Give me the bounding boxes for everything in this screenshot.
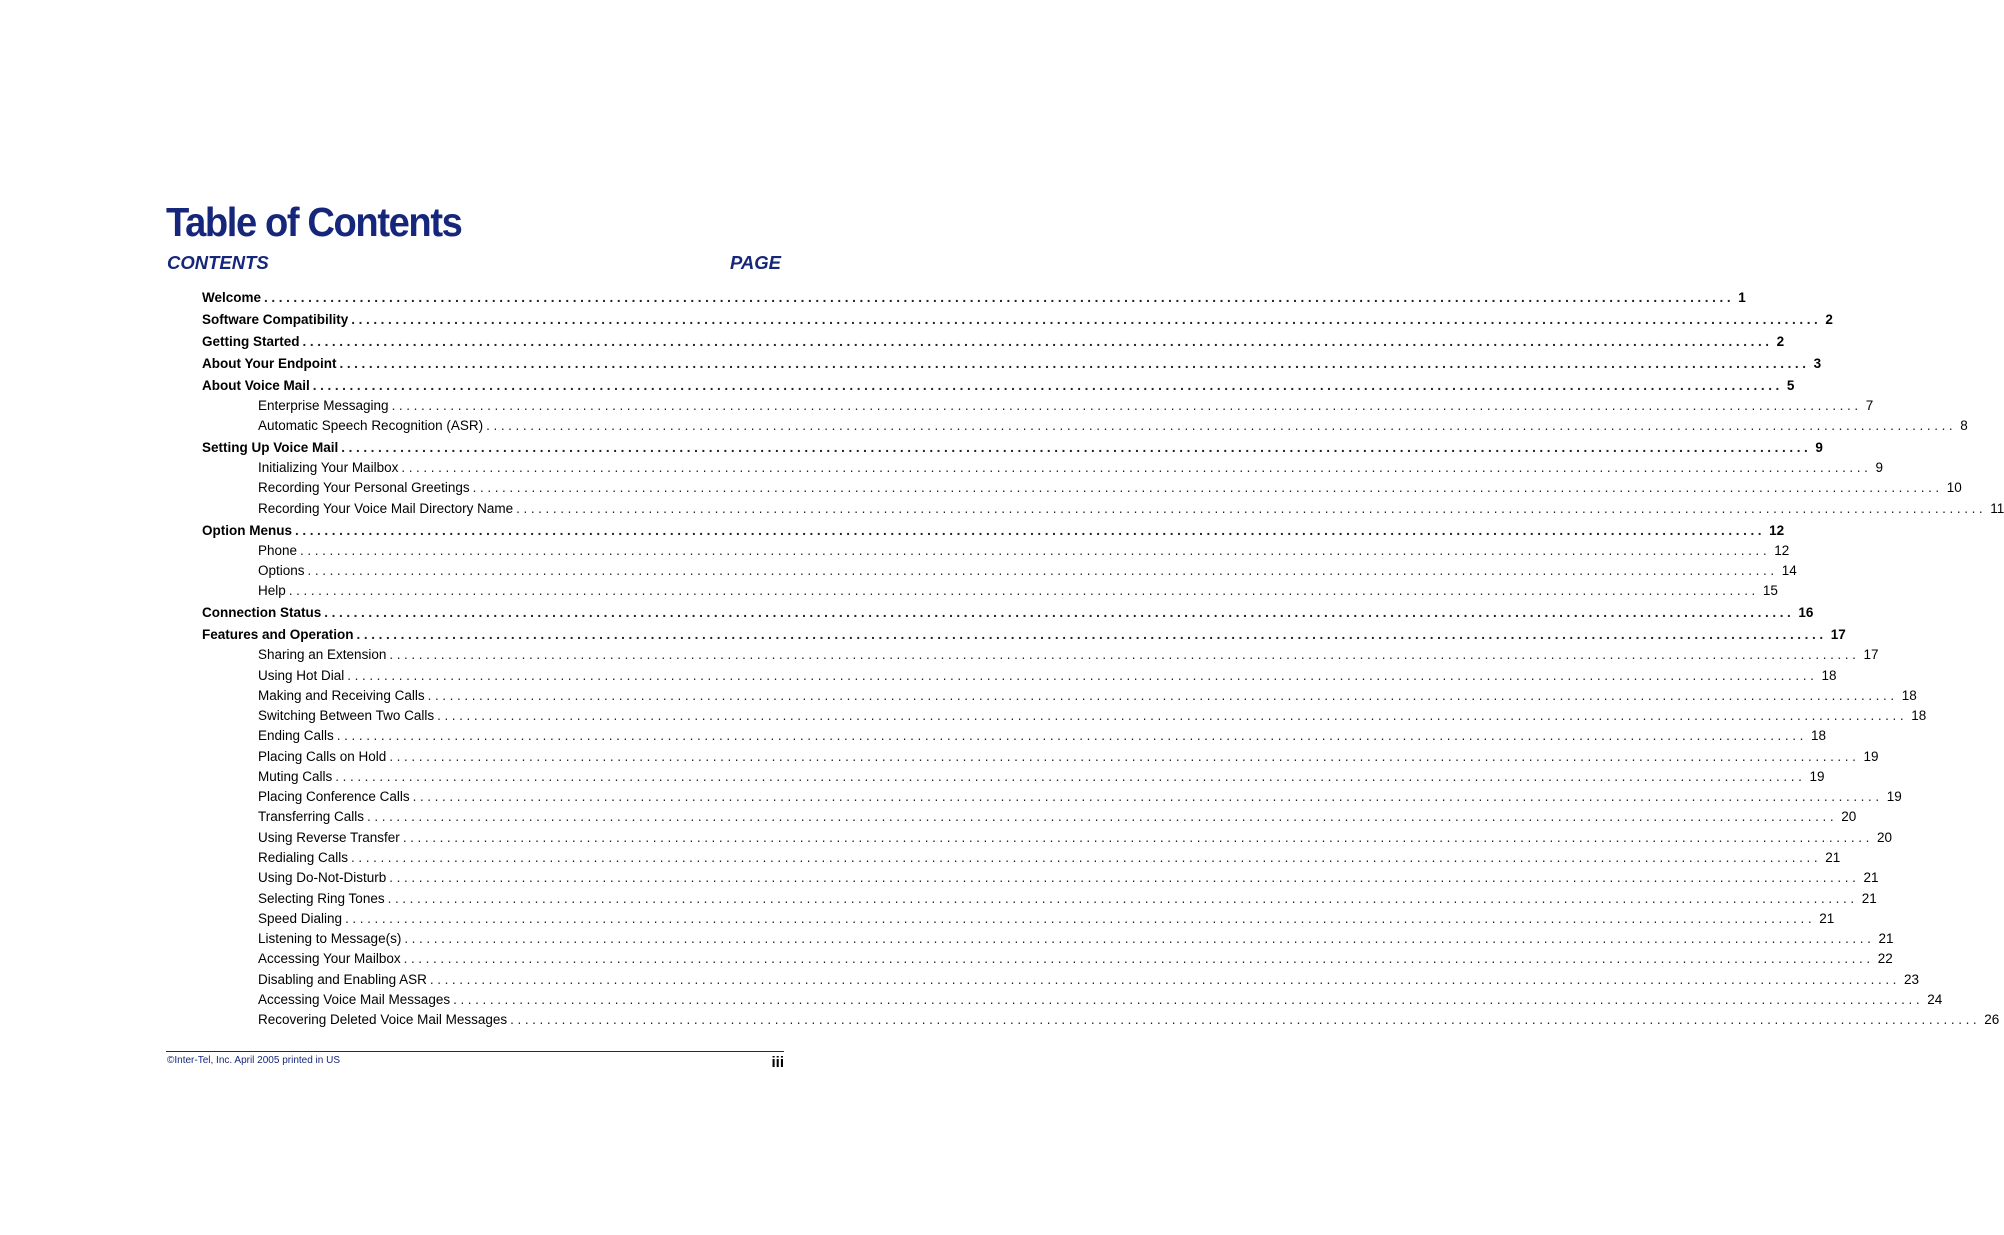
toc-entry-page-number: 23 [1904, 972, 1920, 987]
toc-entry-page-number: 7 [1865, 398, 1874, 413]
dot-leader: ........................................................................................................................................................................................................ [403, 951, 1874, 966]
dot-leader: ........................................................................................................................................................................................................ [341, 440, 1812, 455]
dot-leader: ........................................................................................................................................................................................................ [312, 378, 1783, 393]
toc-entry-title: Getting Started [202, 334, 300, 349]
dot-leader: ........................................................................................................................................................................................................ [412, 789, 1883, 804]
toc-subsection-entry[interactable] [258, 687, 1917, 704]
dot-leader: ........................................................................................................................................................................................................ [404, 931, 1875, 946]
toc-subsection-entry[interactable] [258, 808, 1857, 825]
toc-entry-title: Using Reverse Transfer [258, 830, 400, 845]
toc-entry-page-number: 8 [1960, 418, 1968, 433]
toc-entry-page-number: 22 [1877, 951, 1893, 966]
dot-leader: ........................................................................................................................................................................................................ [295, 523, 1766, 538]
page-title: Table of Contents [166, 199, 462, 245]
toc-entry-page-number: 21 [1819, 911, 1835, 926]
toc-subsection-entry[interactable] [258, 788, 1902, 805]
toc-entry-title: Recording Your Voice Mail Directory Name [258, 501, 514, 516]
toc-subsection-entry[interactable] [258, 971, 1920, 988]
dot-leader: ........................................................................................................................................................................................................ [347, 668, 1818, 683]
dot-leader: ........................................................................................................................................................................................................ [387, 891, 1858, 906]
toc-entry-page-number: 24 [1927, 992, 1943, 1007]
toc-subsection-entry[interactable] [258, 667, 1837, 684]
toc-entry-page-number: 18 [1821, 668, 1837, 683]
toc-entry-page-number: 17 [1863, 647, 1879, 662]
dot-leader: ........................................................................................................................................................................................................ [391, 398, 1862, 413]
dot-leader: ........................................................................................................................................................................................................ [472, 480, 1943, 495]
toc-entry-page-number: 20 [1876, 830, 1892, 845]
toc-subsection-entry[interactable] [258, 890, 1877, 907]
toc-entry-page-number: 19 [1809, 769, 1825, 784]
toc-entry-title: Accessing Voice Mail Messages [258, 992, 451, 1007]
toc-entry-title: Making and Receiving Calls [258, 688, 425, 703]
toc-entry-page-number: 10 [1946, 480, 1962, 495]
toc-entry-title: Placing Calls on Hold [258, 749, 387, 764]
toc-subsection-entry[interactable] [258, 829, 1892, 846]
toc-subsection-entry[interactable] [258, 768, 1825, 785]
dot-leader: ........................................................................................................................................................................................................ [401, 460, 1872, 475]
toc-section-entry[interactable] [202, 289, 1746, 306]
toc-entry-title: Enterprise Messaging [258, 398, 389, 413]
toc-entry-page-number: 5 [1786, 378, 1795, 393]
dot-leader: ........................................................................................................................................................................................................ [429, 972, 1901, 987]
toc-entry-page-number: 15 [1762, 583, 1778, 598]
toc-entry-page-number: 2 [1776, 334, 1785, 349]
toc-subsection-entry[interactable] [258, 950, 1893, 967]
dot-leader: ........................................................................................................................................................................................................ [288, 583, 1759, 598]
dot-leader: ........................................................................................................................................................................................................ [389, 749, 1860, 764]
toc-entry-title: Listening to Message(s) [258, 931, 402, 946]
toc-entry-page-number: 14 [1781, 563, 1797, 578]
page-column-heading: PAGE [729, 252, 781, 273]
toc-entry-page-number: 18 [1911, 708, 1927, 723]
toc-entry-page-number: 1 [1738, 290, 1746, 305]
toc-entry-page-number: 18 [1901, 688, 1917, 703]
toc-entry-page-number: 3 [1813, 356, 1822, 371]
dot-leader: ........................................................................................................................................................................................................ [335, 769, 1806, 784]
toc-section-entry[interactable] [202, 355, 1822, 372]
toc-entry-title: Placing Conference Calls [258, 789, 410, 804]
toc-entry-page-number: 16 [1798, 605, 1814, 620]
toc-entry-page-number: 18 [1810, 728, 1826, 743]
toc-subsection-entry[interactable] [258, 1011, 2000, 1028]
toc-entry-title: Initializing Your Mailbox [258, 460, 399, 475]
toc-subsection-entry[interactable] [258, 582, 1778, 599]
footer-page-number: iii [771, 1054, 784, 1071]
toc-entry-title: About Your Endpoint [202, 356, 337, 371]
toc-entry-title: Help [258, 583, 286, 598]
toc-entry-title: Disabling and Enabling ASR [258, 972, 427, 987]
toc-entry-page-number: 21 [1825, 850, 1841, 865]
dot-leader: ........................................................................................................................................................................................................ [437, 708, 1908, 723]
dot-leader: ........................................................................................................................................................................................................ [367, 809, 1838, 824]
dot-leader: ........................................................................................................................................................................................................ [307, 563, 1778, 578]
toc-entry-title: Ending Calls [258, 728, 334, 743]
toc-entry-page-number: 21 [1863, 870, 1879, 885]
toc-section-entry[interactable] [202, 604, 1814, 621]
toc-entry-page-number: 19 [1863, 749, 1879, 764]
toc-subsection-entry[interactable] [258, 500, 2004, 517]
toc-entry-title: Switching Between Two Calls [258, 708, 435, 723]
toc-section-entry[interactable] [202, 377, 1795, 394]
toc-entry-title: Connection Status [202, 605, 322, 620]
toc-entry-title: Option Menus [202, 523, 292, 538]
toc-entry-page-number: 17 [1830, 627, 1846, 642]
toc-section-entry[interactable] [202, 333, 1785, 350]
footer-copyright: ©Inter-Tel, Inc. April 2005 printed in US [167, 1055, 341, 1066]
toc-entry-title: Setting Up Voice Mail [202, 440, 339, 455]
dot-leader: ........................................................................................................................................................................................................ [510, 1012, 1981, 1027]
toc-entry-page-number: 20 [1841, 809, 1857, 824]
toc-entry-page-number: 9 [1815, 440, 1823, 455]
toc-subsection-entry[interactable] [258, 748, 1879, 765]
toc-subsection-entry[interactable] [258, 930, 1894, 947]
dot-leader: ........................................................................................................................................................................................................ [486, 418, 1957, 433]
toc-entry-page-number: 19 [1886, 789, 1902, 804]
dot-leader: ........................................................................................................................................................................................................ [402, 830, 1873, 845]
toc-entry-page-number: 9 [1875, 460, 1884, 475]
toc-entry-title: Welcome [202, 290, 262, 305]
toc-entry-title: Recovering Deleted Voice Mail Messages [258, 1012, 508, 1027]
toc-subsection-entry[interactable] [258, 417, 1968, 434]
toc-entry-title: Phone [258, 543, 298, 558]
toc-entry-page-number: 21 [1861, 891, 1877, 906]
toc-section-entry[interactable] [202, 311, 1833, 328]
toc-entry-title: Using Do-Not-Disturb [258, 870, 387, 885]
toc-entry-title: Speed Dialing [258, 911, 343, 926]
toc-subsection-entry[interactable] [258, 562, 1797, 579]
toc-subsection-entry[interactable] [258, 910, 1835, 927]
toc-subsection-entry[interactable] [258, 542, 1790, 559]
toc-section-entry[interactable] [202, 626, 1846, 643]
toc-section-entry[interactable] [202, 439, 1823, 456]
toc-subsection-entry[interactable] [258, 869, 1879, 886]
dot-leader: ........................................................................................................................................................................................................ [516, 501, 1987, 516]
dot-leader: ........................................................................................................................................................................................................ [324, 605, 1795, 620]
dot-leader: ........................................................................................................................................................................................................ [264, 290, 1735, 305]
dot-leader: ........................................................................................................................................................................................................ [302, 334, 1773, 349]
dot-leader: ........................................................................................................................................................................................................ [427, 688, 1898, 703]
dot-leader: ........................................................................................................................................................................................................ [336, 728, 1807, 743]
toc-entry-title: Muting Calls [258, 769, 333, 784]
dot-leader: ........................................................................................................................................................................................................ [389, 647, 1860, 662]
toc-entry-title: Automatic Speech Recognition (ASR) [258, 418, 484, 433]
toc-subsection-entry[interactable] [258, 479, 1962, 496]
toc-entry-title: Using Hot Dial [258, 668, 345, 683]
toc-entry-title: Options [258, 563, 305, 578]
dot-leader: ........................................................................................................................................................................................................ [351, 850, 1822, 865]
toc-entry-title: Recording Your Personal Greetings [258, 480, 470, 495]
toc-entry-page-number: 12 [1769, 523, 1785, 538]
toc-subsection-entry[interactable] [258, 991, 1943, 1008]
dot-leader: ........................................................................................................................................................................................................ [351, 312, 1822, 327]
toc-subsection-entry[interactable] [258, 459, 1884, 476]
toc-entry-title: Accessing Your Mailbox [258, 951, 401, 966]
footer-divider [166, 1051, 784, 1052]
toc-entry-title: Transferring Calls [258, 809, 365, 824]
toc-entry-title: Sharing an Extension [258, 647, 387, 662]
dot-leader: ........................................................................................................................................................................................................ [345, 911, 1816, 926]
toc-entry-page-number: 21 [1878, 931, 1894, 946]
toc-subsection-entry[interactable] [258, 849, 1841, 866]
toc-entry-page-number: 26 [1984, 1012, 2000, 1027]
contents-column-heading: CONTENTS [167, 252, 269, 273]
dot-leader: ........................................................................................................................................................................................................ [389, 870, 1860, 885]
toc-entry-page-number: 12 [1774, 543, 1790, 558]
toc-subsection-entry[interactable] [258, 646, 1879, 663]
toc-subsection-entry[interactable] [258, 727, 1826, 744]
dot-leader: ........................................................................................................................................................................................................ [453, 992, 1924, 1007]
toc-entry-page-number: 2 [1825, 312, 1833, 327]
toc-subsection-entry[interactable] [258, 707, 1927, 724]
toc-subsection-entry[interactable] [258, 397, 1874, 414]
dot-leader: ........................................................................................................................................................................................................ [356, 627, 1827, 642]
toc-section-entry[interactable] [202, 522, 1785, 539]
toc-entry-title: Features and Operation [202, 627, 354, 642]
toc-entry-title: Redialing Calls [258, 850, 349, 865]
toc-entry-title: Software Compatibility [202, 312, 349, 327]
toc-entry-title: About Voice Mail [202, 378, 310, 393]
toc-entry-page-number: 11 [1990, 501, 2004, 516]
dot-leader: ........................................................................................................................................................................................................ [339, 356, 1810, 371]
toc-entry-title: Selecting Ring Tones [258, 891, 385, 906]
dot-leader: ........................................................................................................................................................................................................ [300, 543, 1771, 558]
